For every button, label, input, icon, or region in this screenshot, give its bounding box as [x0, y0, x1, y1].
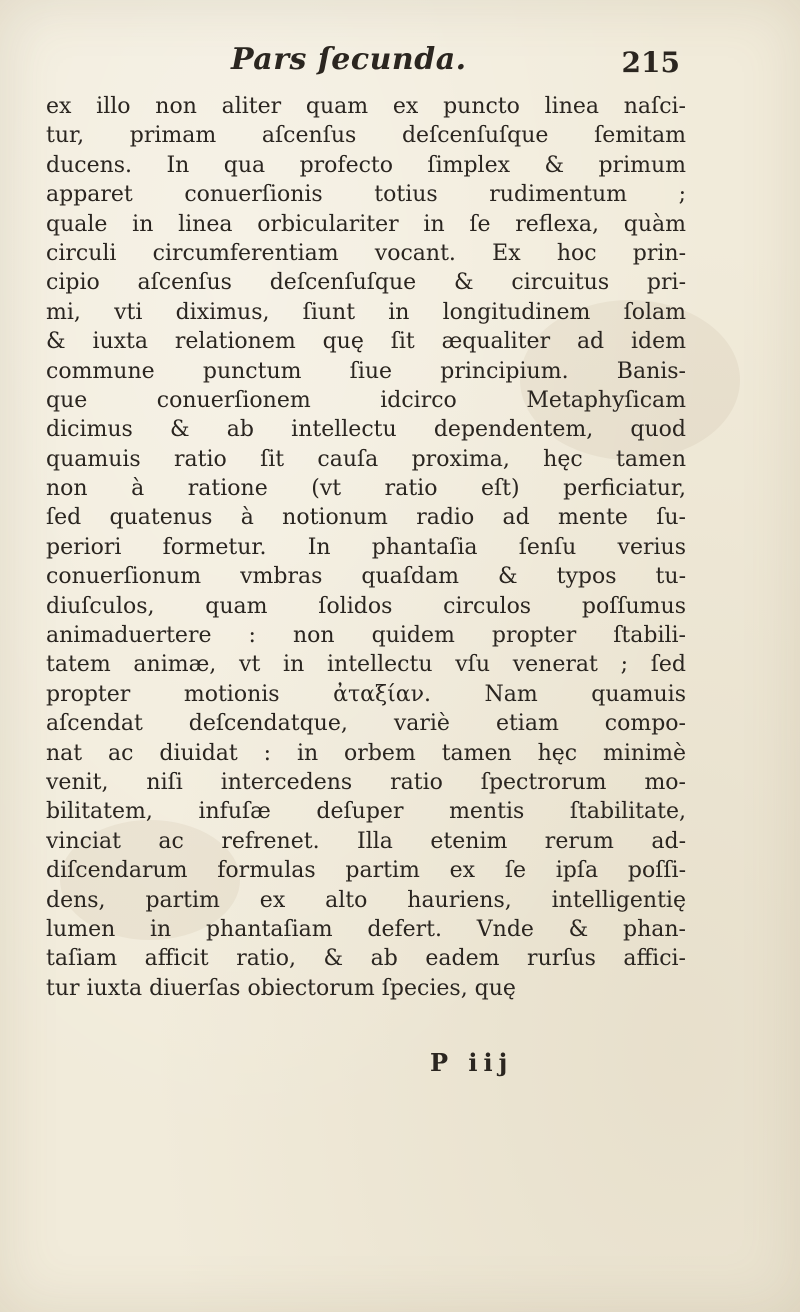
- text-line: taſiam afficit ratio, & ab eadem rurſus affici-: [46, 946, 686, 972]
- text-line: bilitatem, infuſæ deſuper mentis ſtabilitate,: [46, 799, 686, 825]
- signature-mark: P iij: [430, 1048, 514, 1077]
- text-line: quamuis ratio ſit cauſa proxima, hęc tamen: [46, 446, 686, 472]
- text-line: propter motionis ἀταξίαν. Nam quamuis: [46, 681, 686, 707]
- text-line: venit, niſi intercedens ratio ſpectrorum mo-: [46, 769, 686, 795]
- page-number: 215: [621, 46, 680, 79]
- text-line: & iuxta relationem quę ſit æqualiter ad idem: [46, 329, 686, 355]
- text-line: vinciat ac refrenet. Illa etenim rerum ad-: [46, 828, 686, 854]
- text-line: conuerſionum vmbras quaſdam & typos tu-: [46, 564, 686, 590]
- text-line: nat ac diuidat : in orbem tamen hęc minimè: [46, 740, 686, 766]
- text-line: commune punctum ſiue principium. Banis-: [46, 358, 686, 384]
- text-line: diſcendarum formulas partim ex ſe ipſa poſſi-: [46, 858, 686, 884]
- text-line: non à ratione (vt ratio eſt) perficiatur,: [46, 476, 686, 502]
- text-line: aſcendat deſcendatque, variè etiam compo-: [46, 711, 686, 737]
- text-line: que conuerſionem idcirco Metaphyſicam: [46, 387, 686, 413]
- text-line: tur, primam aſcenſus deſcenſuſque ſemitam: [46, 123, 686, 149]
- text-line: circuli circumferentiam vocant. Ex hoc prin-: [46, 240, 686, 266]
- text-line: dicimus & ab intellectu dependentem, quod: [46, 417, 686, 443]
- text-line: ex illo non aliter quam ex puncto linea naſci-: [46, 94, 686, 119]
- text-line: mi, vti diximus, ſiunt in longitudinem ſolam: [46, 299, 686, 325]
- text-line: quale in linea orbiculariter in ſe reflexa, quàm: [46, 211, 686, 237]
- text-line: lumen in phantaſiam defert. Vnde & phan-: [46, 916, 686, 942]
- text-line: tur iuxta diuerſas obiectorum ſpecies, quę: [46, 975, 516, 1001]
- text-line: apparet conuerſionis totius rudimentum ;: [46, 182, 686, 208]
- text-line: tatem animæ, vt in intellectu vſu venerat ; ſed: [46, 652, 686, 678]
- text-line: ſed quatenus à notionum radio ad mente ſu-: [46, 505, 686, 531]
- text-line: ducens. In qua profecto ſimplex & primum: [46, 152, 686, 178]
- running-header: [46, 42, 686, 90]
- text-line: dens, partim ex alto hauriens, intelligentię: [46, 887, 686, 913]
- text-line: periori formetur. In phantaſia ſenſu verius: [46, 534, 686, 560]
- text-line: cipio aſcenſus deſcenſuſque & circuitus pri-: [46, 270, 686, 296]
- text-line: animaduertere : non quidem propter ſtabili-: [46, 623, 686, 649]
- text-line: diuſculos, quam ſolidos circulos poſſumus: [46, 593, 686, 619]
- running-title: Pars ſecunda.: [231, 42, 467, 77]
- body-text: [46, 92, 686, 1003]
